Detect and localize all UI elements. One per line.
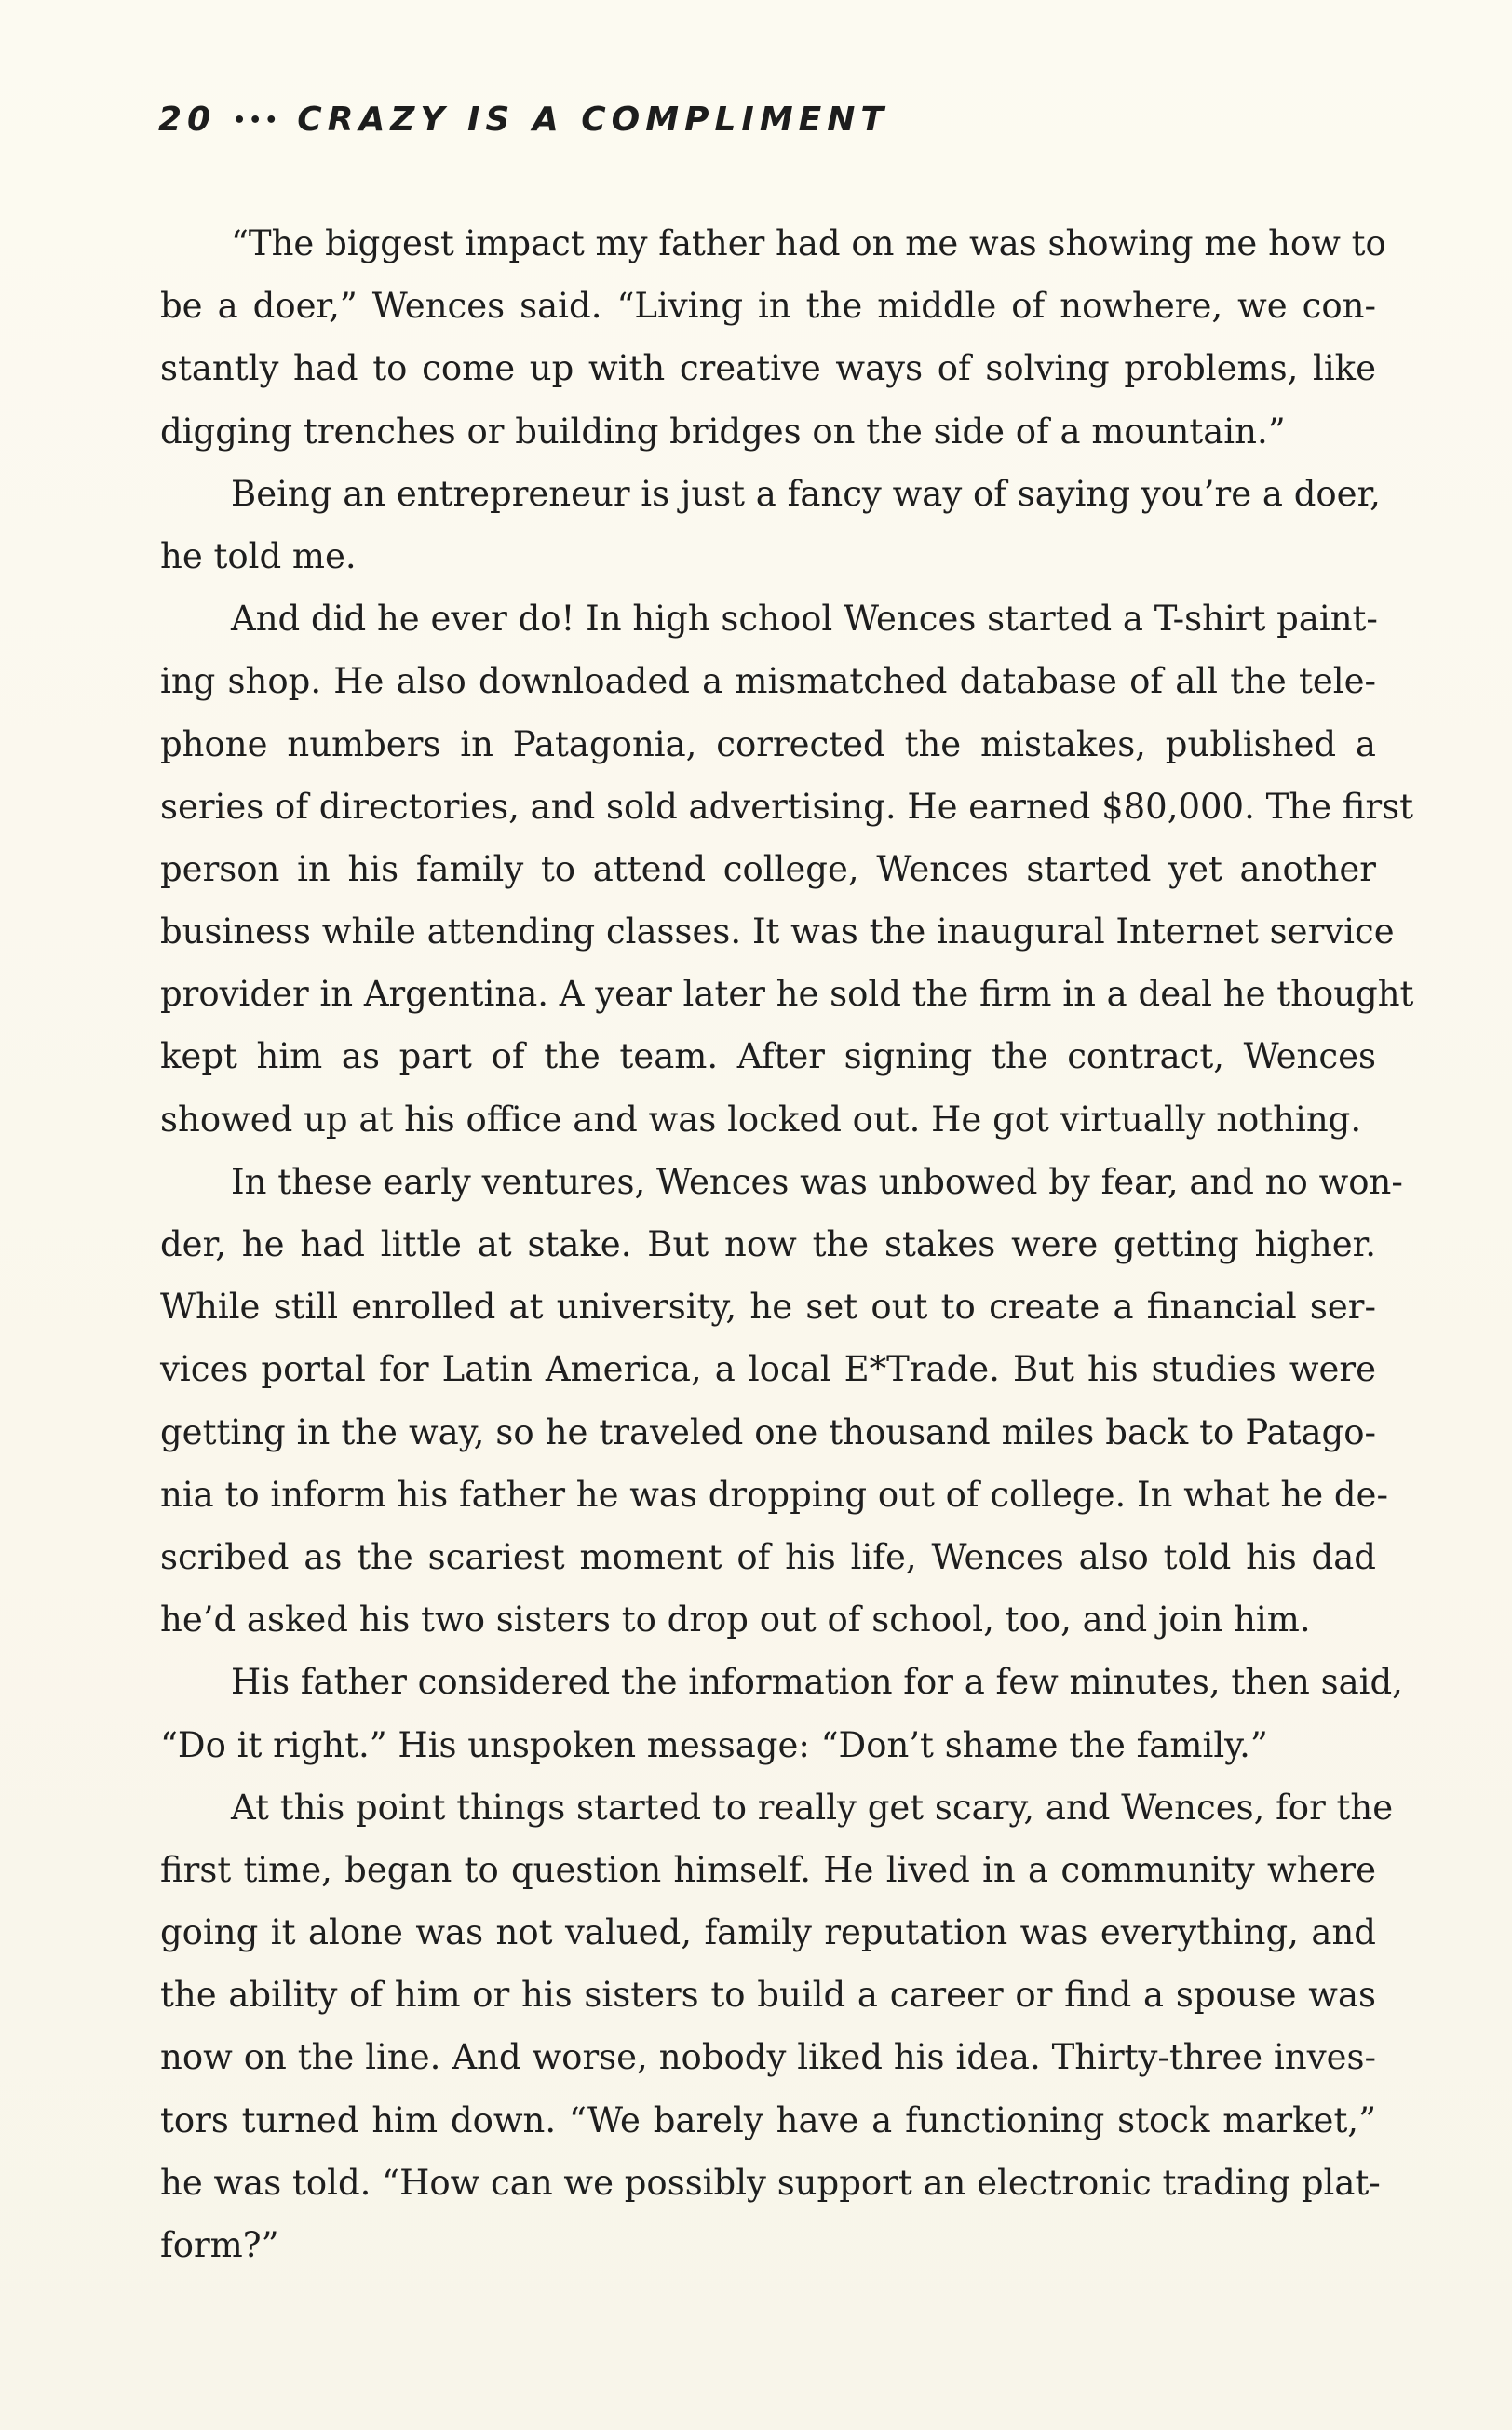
text-line: person in his family to attend college, Wences started yet another — [160, 848, 1376, 889]
text-line: While still enrolled at university, he set out to create a financial ser- — [160, 1287, 1376, 1328]
text-line: getting in the way, so he traveled one thousand miles back to Patago- — [160, 1411, 1376, 1452]
text-line: business while attending classes. It was the inaugural Internet service — [160, 911, 1395, 952]
text-line: he told me. — [160, 535, 357, 576]
text-line: he’d asked his two sisters to drop out of school, too, and join him. — [160, 1600, 1311, 1640]
text-line: provider in Argentina. A year later he sold the firm in a deal he thought — [160, 974, 1414, 1015]
text-line: der, he had little at stake. But now the stakes were getting higher. — [160, 1224, 1376, 1264]
text-line: phone numbers in Patagonia, corrected the mistakes, published a — [160, 723, 1376, 764]
text-line: nia to inform his father he was dropping out of college. In what he de- — [160, 1474, 1388, 1515]
text-line: And did he ever do! In high school Wences started a T-shirt paint- — [231, 599, 1378, 640]
text-line: series of directories, and sold advertising. He earned $80,000. The first — [160, 786, 1414, 827]
text-line: stantly had to come up with creative ways of solving problems, like — [160, 348, 1376, 389]
text-line: At this point things started to really get scary, and Wences, for the — [231, 1787, 1394, 1828]
text-line: showed up at his office and was locked out. He got virtually nothing. — [160, 1099, 1362, 1140]
text-line: scribed as the scariest moment of his life, Wences also told his dad — [160, 1536, 1376, 1577]
text-line: going it alone was not valued, family reputation was everything, and — [160, 1912, 1376, 1953]
page-number: 20 — [158, 101, 217, 139]
text-line: digging trenches or building bridges on the side of a mountain.” — [160, 411, 1286, 452]
text-line: tors turned him down. “We barely have a functioning stock market,” — [160, 2099, 1376, 2140]
header-separator: ••• — [233, 109, 281, 132]
text-line: now on the line. And worse, nobody liked his idea. Thirty-three inves- — [160, 2037, 1376, 2078]
text-line: Being an entrepreneur is just a fancy way of saying you’re a doer, — [231, 473, 1381, 514]
text-line: In these early ventures, Wences was unbowed by fear, and no won- — [231, 1161, 1403, 1202]
body-text — [160, 212, 1414, 2276]
text-line: form?” — [160, 2225, 279, 2265]
book-title: CRAZY IS A COMPLIMENT — [297, 101, 889, 139]
text-line: kept him as part of the team. After signing the contract, Wences — [160, 1036, 1376, 1077]
text-line: “Do it right.” His unspoken message: “Don’t shame the family.” — [160, 1724, 1268, 1765]
text-line: vices portal for Latin America, a local E*Trade. But his studies were — [160, 1349, 1376, 1390]
text-line: he was told. “How can we possibly support an electronic trading plat- — [160, 2162, 1381, 2203]
text-line: first time, began to question himself. He lived in a community where — [160, 1849, 1376, 1890]
text-line: His father considered the information for a few minutes, then said, — [231, 1662, 1403, 1703]
running-head — [158, 101, 889, 139]
text-line: be a doer,” Wences said. “Living in the middle of nowhere, we con- — [160, 286, 1376, 327]
text-line: “The biggest impact my father had on me was showing me how to — [231, 223, 1386, 263]
text-line: ing shop. He also downloaded a mismatched database of all the tele- — [160, 661, 1376, 702]
text-line: the ability of him or his sisters to build a career or find a spouse was — [160, 1975, 1376, 2016]
